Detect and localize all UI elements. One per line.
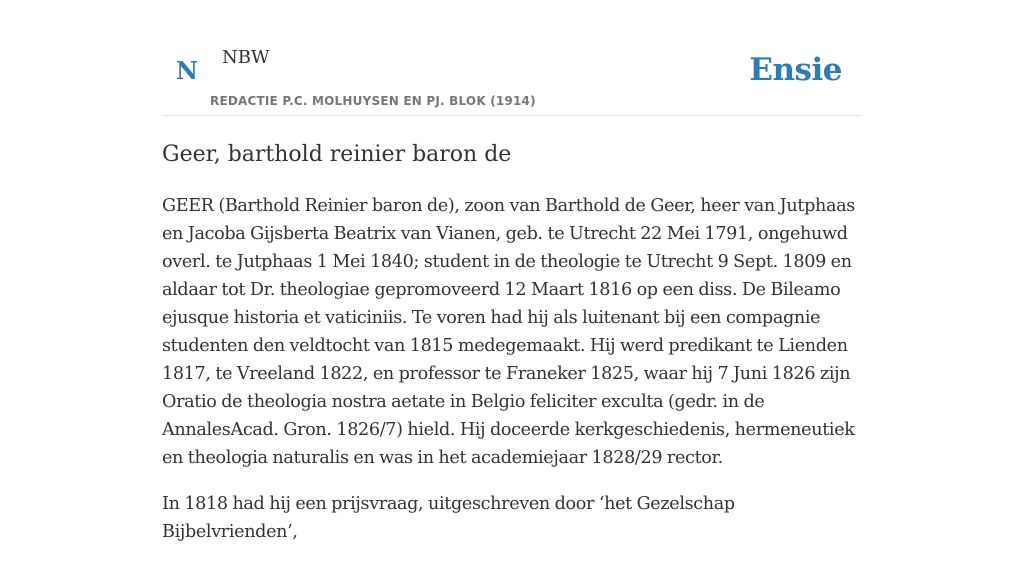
nbw-logo-icon[interactable]: N [176,56,198,85]
article-title: Geer, barthold reinier baron de [162,142,512,167]
article-paragraph: GEER (Barthold Reinier baron de), zoon van Barthold de Geer, heer van Jutphaas en Jacoba Gijsberta Beatrix van Vianen, geb. te Utrecht 22 Mei 1791, ongehuwd overl. te Jutphaas 1 Mei 1840; student in de theologie te Utrecht 9 Sept. 1809 en aldaar tot Dr. theologiae gepromoveerd 12 Maart 1816 op een diss. De Bileamo ejusque historia et vaticiniis. Te voren had hij als luitenant bij een compagnie studenten den veldtocht van 1815 medegemaakt. Hij werd predikant te Lienden 1817, te Vreeland 1822, en professor te Franeker 1825, waar hij 7 Juni 1826 zijn Oratio de theologia nostra aetate in Belgio feliciter exculta (gedr. in de AnnalesAcad. Gron. 1826/7) hield. Hij doceerde kerkgeschiedenis, hermeneutiek en theologia naturalis en was in het academiejaar 1828/29 rector. [162,196,855,468]
article-paragraph: In 1818 had hij een prijsvraag, uitgeschreven door ‘het Gezelschap Bijbelvrienden’, [162,494,735,542]
work-title[interactable]: NBW [222,47,270,68]
ensie-logo-link[interactable]: Ensie [749,52,842,88]
site-header [162,0,862,116]
article-body [162,192,862,564]
editors-subtitle: REDACTIE P.C. MOLHUYSEN EN PJ. BLOK (1914) [210,94,536,108]
page [162,0,862,542]
